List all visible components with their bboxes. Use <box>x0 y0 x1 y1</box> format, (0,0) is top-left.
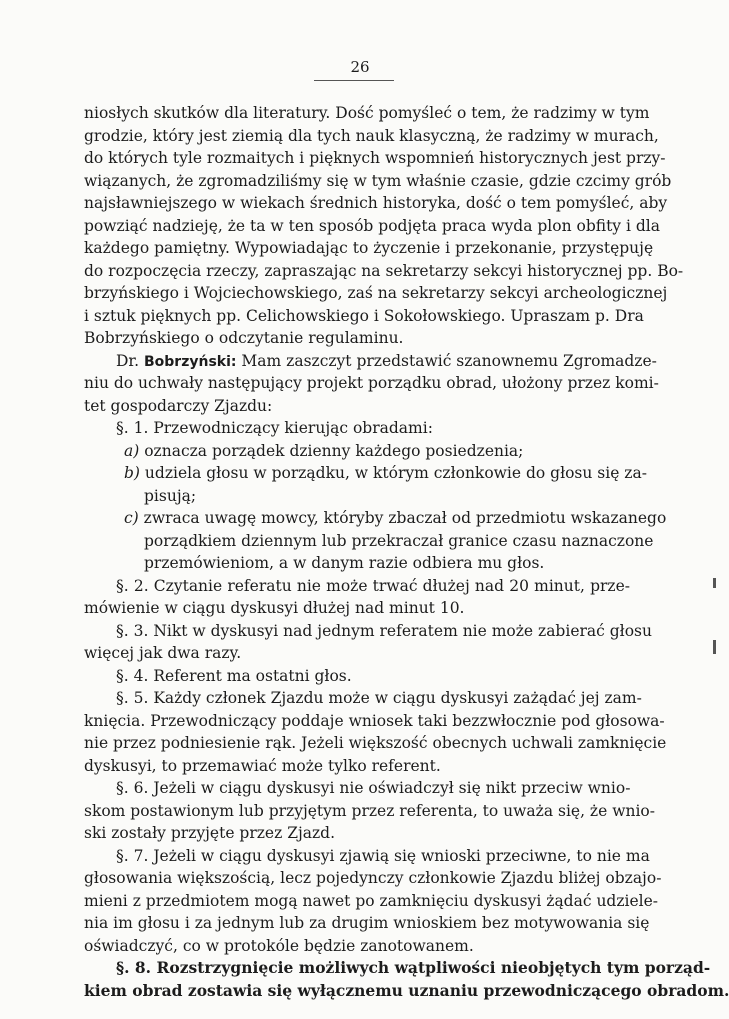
line-text: §. 7. Jeżeli w ciągu dyskusyi zjawią się wnioski przeciwne, to nie ma <box>116 846 650 865</box>
text-line <box>84 350 657 373</box>
line-text: §. 2. Czytanie referatu nie może trwać dłużej nad 20 minut, prze- <box>116 576 630 595</box>
line-text: knięcia. Przewodniczący poddaje wniosek taki bezzwłocznie pod głosowa- <box>84 711 665 730</box>
text-line <box>84 890 659 913</box>
line-text: nia im głosu i za jednym lub za drugim wnioskiem bez motywowania się <box>84 914 650 932</box>
line-text: niu do uchwały następujący projekt porządku obrad, ułożony przez komi- <box>84 374 659 392</box>
line-prefix: Dr. <box>116 351 144 370</box>
line-text: Mam zaszczyt przedstawić szanownemu Zgromadze- <box>236 351 657 370</box>
body-text <box>84 102 729 1002</box>
text-line <box>84 777 630 800</box>
item-label: a) <box>124 441 140 460</box>
line-text: i sztuk pięknych pp. Celichowskiego i Sokołowskiego. Upraszam p. Dra <box>84 306 644 325</box>
line-text: zwraca uwagę mowcy, któryby zbaczał od przedmiotu wskazanego <box>138 509 667 527</box>
margin-mark <box>713 578 716 588</box>
text-line <box>84 845 650 868</box>
text-line <box>84 552 630 575</box>
text-line <box>84 395 630 418</box>
line-text: każdego pamiętny. Wypowiadając to życzenie i przekonanie, przystępuję <box>84 239 654 257</box>
line-text: §. 5. Każdy członek Zjazdu może w ciągu dyskusyi zażądać jej zam- <box>116 689 642 707</box>
line-text: ski zostały przyjęte przez Zjazd. <box>84 824 336 842</box>
line-text: grodzie, który jest ziemią dla tych nauk klasyczną, że radzimy w murach, <box>84 126 659 145</box>
text-line <box>84 215 660 238</box>
line-text: brzyńskiego i Wojciechowskiego, zaś na sekretarzy sekcyi archeologicznej <box>84 284 668 302</box>
text-line <box>84 260 684 283</box>
line-text: do rozpoczęcia rzeczy, zapraszając na sekretarzy sekcyi historycznej pp. Bo- <box>84 261 684 280</box>
text-line <box>84 147 666 170</box>
line-text: §. 6. Jeżeli w ciągu dyskusyi nie oświadczył się nikt przeciw wnio- <box>116 779 631 797</box>
text-line <box>84 642 630 665</box>
text-line <box>84 170 672 193</box>
text-line <box>84 867 662 890</box>
line-text: mówienie w ciągu dyskusyi dłużej nad minut 10. <box>84 599 465 617</box>
item-label: b) <box>124 464 140 482</box>
page-number: 26 <box>350 58 370 76</box>
text-line <box>84 440 630 463</box>
line-text: kiem obrad zostawia się wyłącznemu uznaniu przewodniczącego obradom. <box>84 980 729 1000</box>
line-text: §. 3. Nikt w dyskusyi nad jednym referatem nie może zabierać głosu <box>116 621 652 640</box>
line-text: tet gospodarczy Zjazdu: <box>84 396 273 415</box>
line-text: do których tyle rozmaitych i pięknych wspomnień historycznych jest przy- <box>84 149 666 167</box>
line-text: mieni z przedmiotem mogą nawet po zamknięciu dyskusyi żądać udziele- <box>84 891 659 910</box>
line-text: pisują; <box>144 486 197 505</box>
text-line <box>84 237 654 260</box>
line-text: porządkiem dziennym lub przekraczał granice czasu naznaczone <box>144 531 654 550</box>
text-line <box>84 620 652 643</box>
line-text: głosowania większością, lecz pojedynczy członkowie Zjazdu bliżej obzajo- <box>84 869 662 887</box>
text-line <box>84 462 647 485</box>
text-line <box>84 935 630 958</box>
line-text: nie przez podniesienie rąk. Jeżeli większość obecnych uchwali zamknięcie <box>84 734 667 752</box>
text-line <box>84 327 630 350</box>
text-line <box>84 305 644 328</box>
header-rule <box>314 80 394 81</box>
text-line <box>84 485 630 508</box>
line-text: wiązanych, że zgromadziliśmy się w tym właśnie czasie, gdzie czcimy grób <box>84 171 672 190</box>
text-line <box>84 800 655 823</box>
text-line <box>84 125 659 148</box>
text-line <box>84 822 630 845</box>
text-line <box>84 575 630 598</box>
text-line <box>84 665 630 688</box>
line-text: Bobrzyńskiego o odczytanie regulaminu. <box>84 329 404 347</box>
text-line <box>84 710 665 733</box>
line-text: §. 8. Rozstrzygnięcie możliwych wątpliwości nieobjętych tym porząd- <box>116 958 711 977</box>
text-line <box>84 282 668 305</box>
text-line <box>84 530 654 553</box>
line-text: dyskusyi, to przemawiać może tylko referent. <box>84 756 441 775</box>
line-text: oświadczyć, co w protokóle będzie zanotowanem. <box>84 936 474 955</box>
line-text: §. 1. Przewodniczący kierując obradami: <box>116 419 433 437</box>
line-text: więcej jak dwa razy. <box>84 644 242 662</box>
line-text: najsławniejszego w wiekach średnich historyka, dość o tem pomyśleć, aby <box>84 194 668 212</box>
text-line <box>84 417 630 440</box>
line-text: przemówieniom, a w danym razie odbiera mu głos. <box>144 554 545 572</box>
text-line <box>84 755 630 778</box>
line-text: niosłych skutków dla literatury. Dość pomyśleć o tem, że radzimy w tym <box>84 104 650 122</box>
text-line <box>84 372 659 395</box>
text-line <box>84 732 667 755</box>
line-text: §. 4. Referent ma ostatni głos. <box>116 666 352 685</box>
item-label: c) <box>124 509 139 527</box>
text-line <box>84 957 711 980</box>
line-text: udziela głosu w porządku, w którym członkowie do głosu się za- <box>139 464 647 482</box>
text-line <box>84 192 668 215</box>
speaker-name: Bobrzyński: <box>144 353 237 370</box>
line-text: skom postawionym lub przyjętym przez referenta, to uważa się, że wnio- <box>84 801 655 820</box>
line-text: powziąć nadzieję, że ta w ten sposób podjęta praca wyda plon obfity i dla <box>84 216 660 235</box>
text-line <box>84 102 650 125</box>
text-line <box>84 980 729 1003</box>
text-line <box>84 507 667 530</box>
text-line <box>84 912 650 935</box>
text-line <box>84 687 642 710</box>
line-text: oznacza porządek dzienny każdego posiedzenia; <box>139 441 524 460</box>
margin-mark <box>713 640 716 654</box>
text-line <box>84 597 630 620</box>
